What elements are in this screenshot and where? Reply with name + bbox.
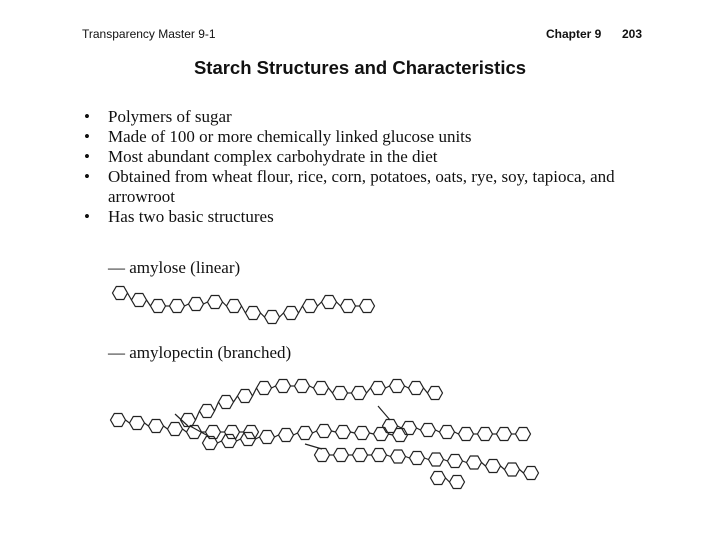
amylopectin-glucose-ring	[295, 380, 310, 393]
amylopectin-glucose-ring	[219, 396, 234, 409]
glycosidic-bond	[215, 402, 219, 411]
bullet-dot: •	[84, 167, 90, 186]
glycosidic-bond	[294, 433, 298, 435]
glycosidic-bond	[280, 313, 284, 317]
amylopectin-glucose-ring	[334, 449, 349, 462]
amylose-glucose-ring	[265, 311, 280, 324]
glycosidic-bond	[367, 388, 371, 393]
glycosidic-bond	[128, 293, 132, 300]
amylose-glucose-ring	[303, 300, 318, 313]
amylose-glucose-ring	[284, 307, 299, 320]
amylopectin-glucose-ring	[317, 425, 332, 438]
glycosidic-bond	[185, 304, 189, 306]
amylopectin-glucose-ring	[486, 460, 501, 473]
amylopectin-glucose-ring	[181, 414, 196, 427]
amylopectin-label: — amylopectin (branched)	[108, 343, 292, 362]
glycosidic-bond	[455, 432, 459, 434]
amylopectin-glucose-ring	[448, 455, 463, 468]
header-page-number: 203	[621, 27, 642, 41]
glycosidic-bond	[253, 388, 257, 396]
bullet-text: Has two basic structures	[108, 207, 274, 226]
glycosidic-bond	[175, 414, 188, 426]
amylopectin-glucose-ring	[431, 472, 446, 485]
glycosidic-bond	[501, 466, 505, 470]
glycosidic-bond	[446, 478, 450, 482]
amylopectin-glucose-ring	[459, 428, 474, 441]
amylose-glucose-ring	[151, 300, 166, 313]
amylopectin-glucose-ring	[260, 431, 275, 444]
amylopectin-glucose-ring	[390, 380, 405, 393]
amylopectin-glucose-ring	[372, 449, 387, 462]
glycosidic-bond	[313, 431, 317, 433]
amylopectin-glucose-ring	[428, 387, 443, 400]
glycosidic-bond	[223, 302, 227, 306]
amylose-glucose-ring	[341, 300, 356, 313]
amylopectin-glucose-ring	[353, 449, 368, 462]
glycosidic-bond	[318, 302, 322, 306]
amylose-glucose-ring	[189, 298, 204, 311]
amylopectin-glucose-ring	[524, 467, 539, 480]
glycosidic-bond	[463, 461, 467, 463]
amylopectin-glucose-ring	[336, 426, 351, 439]
amylose-glucose-ring	[132, 294, 147, 307]
amylose-glucose-ring	[208, 296, 223, 309]
glycosidic-bond	[387, 455, 391, 457]
amylopectin-glucose-ring	[315, 449, 330, 462]
amylopectin-glucose-ring	[497, 428, 512, 441]
amylopectin-glucose-ring	[355, 427, 370, 440]
bullet-text: Most abundant complex carbohydrate in the diet	[108, 147, 438, 166]
glycosidic-bond	[305, 444, 322, 449]
amylopectin-glucose-ring	[409, 382, 424, 395]
amylose-glucose-ring	[322, 296, 337, 309]
glycosidic-bond	[398, 426, 402, 428]
glycosidic-bond	[329, 388, 333, 393]
amylopectin-glucose-ring	[516, 428, 531, 441]
amylopectin-glucose-ring	[238, 390, 253, 403]
bullet-dot: •	[84, 127, 90, 146]
glycosidic-bond	[417, 428, 421, 430]
bullet-text: Obtained from wheat flour, rice, corn, potatoes, oats, rye, soy, tapioca, and arrowroot	[108, 167, 615, 206]
amylopectin-glucose-ring	[222, 435, 237, 448]
bullet-text: Made of 100 or more chemically linked glucose units	[108, 127, 472, 146]
glycosidic-bond	[386, 386, 390, 388]
amylopectin-glucose-ring	[314, 382, 329, 395]
glycosidic-bond	[272, 386, 276, 388]
amylose-label: — amylose (linear)	[108, 258, 241, 277]
amylopectin-glucose-ring	[200, 405, 215, 418]
amylose-glucose-ring	[170, 300, 185, 313]
amylose-glucose-ring	[246, 307, 261, 320]
bullet-dot: •	[84, 107, 90, 126]
amylopectin-glucose-ring	[225, 426, 240, 439]
amylopectin-glucose-ring	[149, 420, 164, 433]
glycosidic-bond	[378, 406, 390, 420]
glycosidic-bond	[275, 435, 279, 437]
glycosidic-bond	[424, 388, 428, 393]
amylopectin-glucose-ring	[352, 387, 367, 400]
glycosidic-bond	[242, 306, 246, 313]
amylopectin-glucose-ring	[111, 414, 126, 427]
glycosidic-bond	[406, 457, 410, 459]
glycosidic-bond	[237, 439, 241, 441]
amylopectin-glucose-ring	[168, 423, 183, 436]
page-title: Starch Structures and Characteristics	[193, 57, 527, 78]
amylopectin-glucose-ring	[276, 380, 291, 393]
amylopectin-glucose-ring	[505, 463, 520, 476]
bullet-text: Polymers of sugar	[108, 107, 232, 126]
glycosidic-bond	[261, 313, 265, 317]
glycosidic-bond	[204, 302, 208, 304]
glycosidic-bond	[310, 386, 314, 388]
amylopectin-glucose-ring	[374, 428, 389, 441]
amylopectin-glucose-ring	[298, 427, 313, 440]
glycosidic-bond	[183, 429, 187, 432]
glycosidic-bond	[425, 458, 429, 460]
glycosidic-bond	[218, 441, 222, 443]
amylopectin-glucose-ring	[429, 453, 444, 466]
glycosidic-bond	[147, 300, 151, 306]
glycosidic-bond	[436, 430, 440, 432]
amylopectin-glucose-ring	[421, 424, 436, 437]
amylopectin-glucose-ring	[440, 426, 455, 439]
header-chapter: Chapter 9	[546, 27, 602, 41]
glycosidic-bond	[405, 386, 409, 388]
amylopectin-glucose-ring	[187, 426, 202, 439]
glycosidic-bond	[196, 411, 200, 420]
amylopectin-glucose-ring	[371, 382, 386, 395]
glycosidic-bond	[299, 306, 303, 313]
amylopectin-glucose-ring	[391, 450, 406, 463]
glycosidic-bond	[337, 302, 341, 306]
amylose-glucose-ring	[113, 287, 128, 300]
bullet-dot: •	[84, 207, 90, 226]
glycosidic-bond	[234, 396, 238, 402]
amylopectin-glucose-ring	[478, 428, 493, 441]
glycosidic-bond	[444, 460, 448, 462]
glycosidic-bond	[164, 426, 168, 429]
bullet-dot: •	[84, 147, 90, 166]
header-transparency-label: Transparency Master 9-1	[82, 27, 216, 41]
amylopectin-glucose-ring	[279, 429, 294, 442]
amylopectin-glucose-ring	[333, 387, 348, 400]
amylose-glucose-ring	[360, 300, 375, 313]
amylopectin-glucose-ring	[410, 452, 425, 465]
glycosidic-bond	[126, 420, 130, 423]
glycosidic-bond	[520, 470, 524, 474]
glycosidic-bond	[482, 463, 486, 467]
amylopectin-glucose-ring	[257, 382, 272, 395]
amylopectin-glucose-ring	[450, 476, 465, 489]
amylose-glucose-ring	[227, 300, 242, 313]
glycosidic-bond	[145, 423, 149, 426]
amylopectin-glucose-ring	[467, 456, 482, 469]
amylopectin-glucose-ring	[130, 417, 145, 430]
